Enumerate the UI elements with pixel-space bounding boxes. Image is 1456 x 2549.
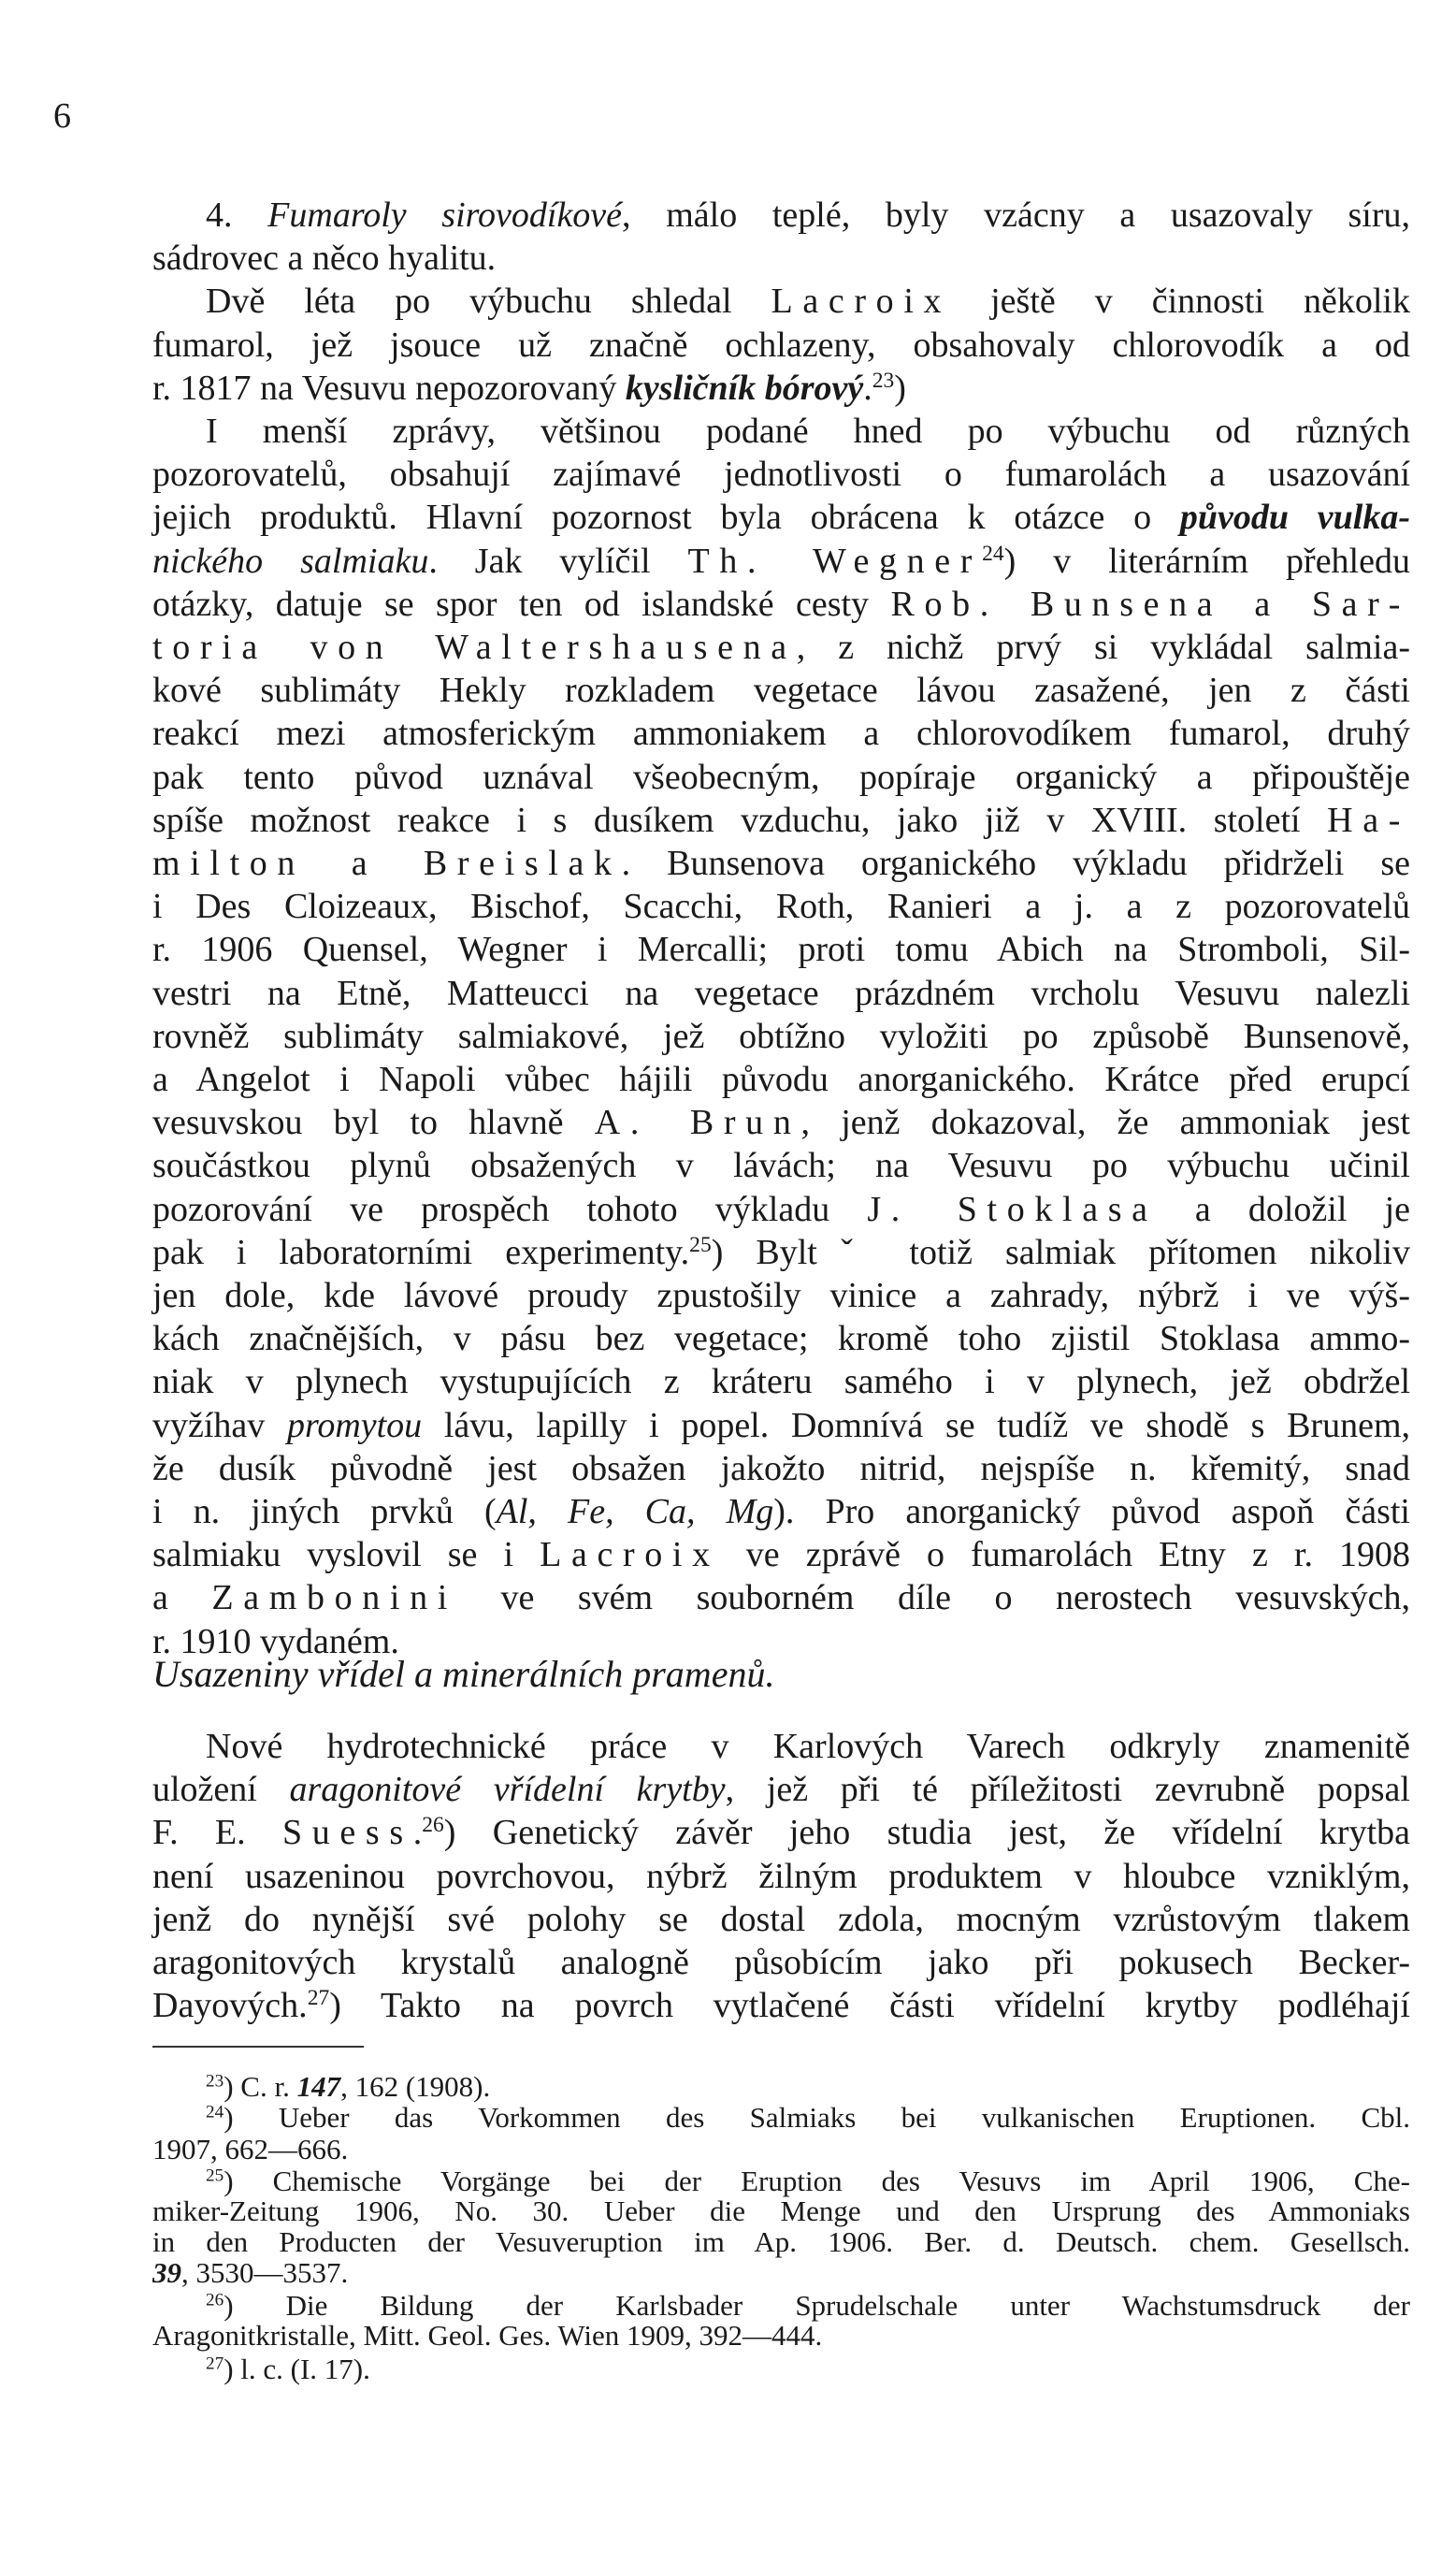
text-run: ve zprávě o fumarolách Etny z r. 1908 [719,1535,1410,1575]
footnote-line [206,2289,1410,2323]
text-run: jen dole, kde lávové proudy zpustošily vinice a zahrady, nýbrž i ve výš- [152,1276,1410,1315]
footnote-line [152,2133,1410,2166]
text-line [152,537,1410,586]
text-line [152,493,1410,542]
text-run: r. 1906 Quensel, Wegner i Mercalli; proti tomu Abich na Stromboli, Sil- [152,930,1410,970]
text-line [152,1401,1410,1450]
text-line [152,1098,1410,1147]
text-line [206,1722,1410,1771]
text-run: fumarol, jež jsouce už značně ochlazeny, obsahovaly chlorovodík a od [152,325,1410,365]
text-run: Dayových. [152,1986,308,2026]
page-number: 6 [53,96,71,136]
text-run: 147 [296,2070,341,2103]
text-run: ) Byltˇ totiž salmiak přítomen nikoliv [711,1232,1410,1272]
text-run: , jenž dokazoval, že ammoniak jest [800,1103,1410,1143]
text-run: promytou [286,1405,423,1445]
footnote-line [206,2353,1410,2386]
text-line [152,1444,1410,1493]
text-run: ) l. c. (I. 17). [223,2353,370,2385]
text-run: . [863,368,872,408]
footnote-line [206,2101,1410,2135]
text-run: ) [894,368,906,408]
text-run: Rob. Bunsena a Sar- [890,584,1410,624]
text-line [152,580,1410,629]
text-run: toria von Waltershausena [152,628,797,667]
text-run: , 162 (1908). [340,2070,491,2103]
text-run: milton a Breislak [152,844,622,883]
text-line [152,321,1410,369]
text-line [152,969,1410,1018]
text-run: , jež při té příležitosti zevrubně popsal [725,1770,1410,1810]
text-run: Zambonini [211,1578,457,1618]
footnote-ref: 26 [422,1813,444,1838]
text-run: Lacroix [540,1535,720,1575]
text-run: ještě v činnosti několik [951,282,1410,322]
text-line [152,364,1410,413]
text-run: není usazeninou povrchovou, nýbrž žilným produktem v hloubce vzniklým, [152,1856,1410,1896]
text-run: 1907, 662—666. [152,2133,349,2165]
text-run: a [152,1578,212,1618]
text-run: Th. Wegner [687,541,983,581]
text-line [152,1852,1410,1901]
text-run: miker-Zeitung 1906, No. 30. Ueber die Menge und den Ursprung des Ammoniaks [152,2194,1410,2227]
text-run: spíše možnost reakce i s dusíkem vzduchu, jako již v XVIII. století [152,800,1328,840]
section-heading: Usazeniny vřídel a minerálních pramenů. [152,1653,775,1695]
text-run: ) Ueber das Vorkommen des Salmiaks bei vulkanischen Eruptionen. Cbl. [223,2101,1410,2134]
footnote-line [206,2070,1410,2104]
text-line [152,796,1410,845]
text-run: ) C. r. [223,2070,297,2103]
text-line [206,407,1410,456]
text-run: reakcí mezi atmosferickým ammoniakem a chlorovodíkem fumarol, druhý [152,714,1410,754]
text-line [206,277,1410,326]
text-line [152,1808,1410,1857]
footnote-ref: 24 [982,541,1004,566]
text-line [152,839,1410,888]
text-run: pozorovatelů, obsahují zajímavé jednotlivosti o fumarolách a usazování [152,455,1410,495]
text-run: . Bunsenova organického výkladu přidrželi se [621,844,1410,883]
text-run: Fumaroly sirovodíkové [267,196,623,235]
text-run: aragonitových krystalů analogně působícím jako při pokusech Becker- [152,1943,1410,1982]
text-line [152,709,1410,758]
footnote-line [206,2165,1410,2198]
text-run: otázky, datuje se spor ten od islandské cesty [152,584,891,624]
text-line [152,1573,1410,1622]
text-run: 39 [152,2256,181,2289]
text-run: Al, Fe, Ca, Mg [496,1492,774,1531]
text-run: in den Producten der Vesuveruption im Ap. 1906. Ber. d. Deutsch. chem. Gesellsch. [152,2225,1410,2258]
text-line [152,1765,1410,1814]
footnote-divider [152,2046,364,2048]
text-run: vesuvskou byl to hlavně [152,1103,595,1143]
text-line [152,1530,1410,1579]
text-run: ve svém souborném díle o nerostech vesuvských, [456,1578,1410,1618]
text-run: uložení [152,1770,290,1810]
text-line [152,1228,1410,1277]
footnote-ref: 26 [206,2290,224,2310]
text-line [152,1271,1410,1320]
text-run: nického salmiaku [152,541,429,581]
footnote-line [152,2225,1410,2259]
text-run: vyžíhav [152,1405,287,1445]
text-run: Lacroix [771,282,952,322]
footnote-ref: 23 [872,368,895,393]
text-run: vestri na Etně, Matteucci na vegetace prázdném vrcholu Vesuvu nalezli [152,973,1410,1013]
text-run: Suess [281,1813,413,1853]
text-line [152,925,1410,974]
text-run: ). Pro anorganický původ aspoň části [773,1492,1410,1531]
footnote-line [152,2194,1410,2228]
footnote-ref: 25 [689,1232,712,1257]
text-run: pozorování ve prospěch tohoto výkladu [152,1189,868,1229]
footnote-line [152,2319,1410,2353]
text-line [152,753,1410,802]
text-run: r. 1910 vydaném. [152,1621,399,1661]
text-run: J. Stoklasa [867,1189,1158,1229]
text-line [152,1895,1410,1944]
text-run: ) v literárním přehledu [1003,541,1410,581]
text-run: . Jak vylíčil [428,541,688,581]
text-line [152,234,1410,282]
text-line [152,1314,1410,1363]
text-line [152,1357,1410,1406]
text-run: součástkou plynů obsažených v lávách; na Vesuvu po výbuchu učinil [152,1146,1410,1186]
text-line [152,1487,1410,1536]
text-run: Nové hydrotechnické práce v Karlových Varech odkryly znamenitě [206,1727,1410,1766]
footnote-ref: 25 [206,2165,224,2186]
footnote-ref: 24 [206,2102,224,2122]
text-run: ) Genetický závěr jeho studia jest, že vřídelní krytba [443,1813,1410,1853]
footnote-ref: 27 [206,2353,224,2374]
text-run: Aragonitkristalle, Mitt. Geol. Ges. Wien 1909, 392—444. [152,2319,823,2352]
text-line [152,1055,1410,1104]
text-line [206,191,1410,239]
text-run: jejich produktů. Hlavní pozornost byla obrácena k otázce o [152,498,1180,538]
footnote-ref: 23 [206,2071,224,2092]
text-run: Dvě léta po výbuchu shledal [206,282,771,322]
text-run: I menší zprávy, většinou podané hned po výbuchu od různých [206,412,1410,451]
text-run: niak v plynech vystupujících z kráteru samého i v plynech, jež obdržel [152,1362,1410,1402]
text-run: rovněž sublimáty salmiakové, jež obtížno vyložiti po způsobě Bunsenově, [152,1016,1410,1056]
text-line [152,1141,1410,1190]
text-line [152,450,1410,499]
text-run: Ha- [1327,800,1410,840]
footnote-ref: 27 [307,1986,330,2011]
footnote-line [152,2256,1410,2290]
text-run: ) Die Bildung der Karlsbader Sprudelschale unter Wachstumsdruck der [223,2289,1410,2322]
text-run: F. E. [152,1813,282,1853]
text-run: jenž do nynější své polohy se dostal zdola, mocným vzrůstovým tlakem [152,1899,1410,1939]
text-run: že dusík původně jest obsažen jakožto nitrid, nejspíše n. křemitý, snad [152,1448,1410,1488]
text-run: A. Brun [594,1103,801,1143]
text-run: , málo teplé, byly vzácny a usazovaly síru, [622,196,1411,235]
text-run: kysličník bórový [625,368,864,408]
text-run: , 3530—3537. [181,2256,349,2289]
text-run: a Angelot i Napoli vůbec hájili původu anorganického. Krátce před erupcí [152,1060,1410,1099]
text-run: . [412,1813,423,1853]
text-line [152,623,1410,672]
text-run: ) Takto na povrch vytlačené části vřídelní krytby podléhají [329,1986,1410,2026]
text-run: lávu, lapilly i popel. Domnívá se tudíž ve shodě s Brunem, [422,1405,1410,1445]
text-line [152,1185,1410,1234]
text-run: pak tento původ uznával všeobecným, popíraje organický a připouštěje [152,757,1410,797]
text-run: 4. [206,196,268,235]
text-line [152,1981,1410,2030]
text-run: sádrovec a něco hyalitu. [152,239,497,279]
text-line [152,882,1410,931]
text-run: salmiaku vyslovil se i [152,1535,541,1575]
text-run: i n. jiných prvků ( [152,1492,497,1531]
text-run: kách značnějších, v pásu bez vegetace; kromě toho zjistil Stoklasa ammo- [152,1319,1410,1359]
text-run: původu vulka- [1179,498,1410,538]
text-run: aragonitové vřídelní krytby [289,1770,726,1810]
text-run: i Des Cloizeaux, Bischof, Scacchi, Roth, Ranieri a j. a z pozorovatelů [152,887,1410,927]
text-run: kové sublimáty Hekly rozkladem vegetace lávou zasažené, jen z části [152,671,1410,711]
text-run: , z nichž prvý si vykládal salmia- [796,628,1411,667]
text-run: r. 1817 na Vesuvu nepozorovaný [152,368,626,408]
text-line [152,666,1410,715]
text-line [152,1938,1410,1987]
text-run: pak i laboratorními experimenty. [152,1232,690,1272]
text-line [152,1012,1410,1061]
text-run: a doložil je [1157,1189,1410,1229]
text-run: ) Chemische Vorgänge bei der Eruption des Vesuvs im April 1906, Che- [223,2165,1410,2197]
